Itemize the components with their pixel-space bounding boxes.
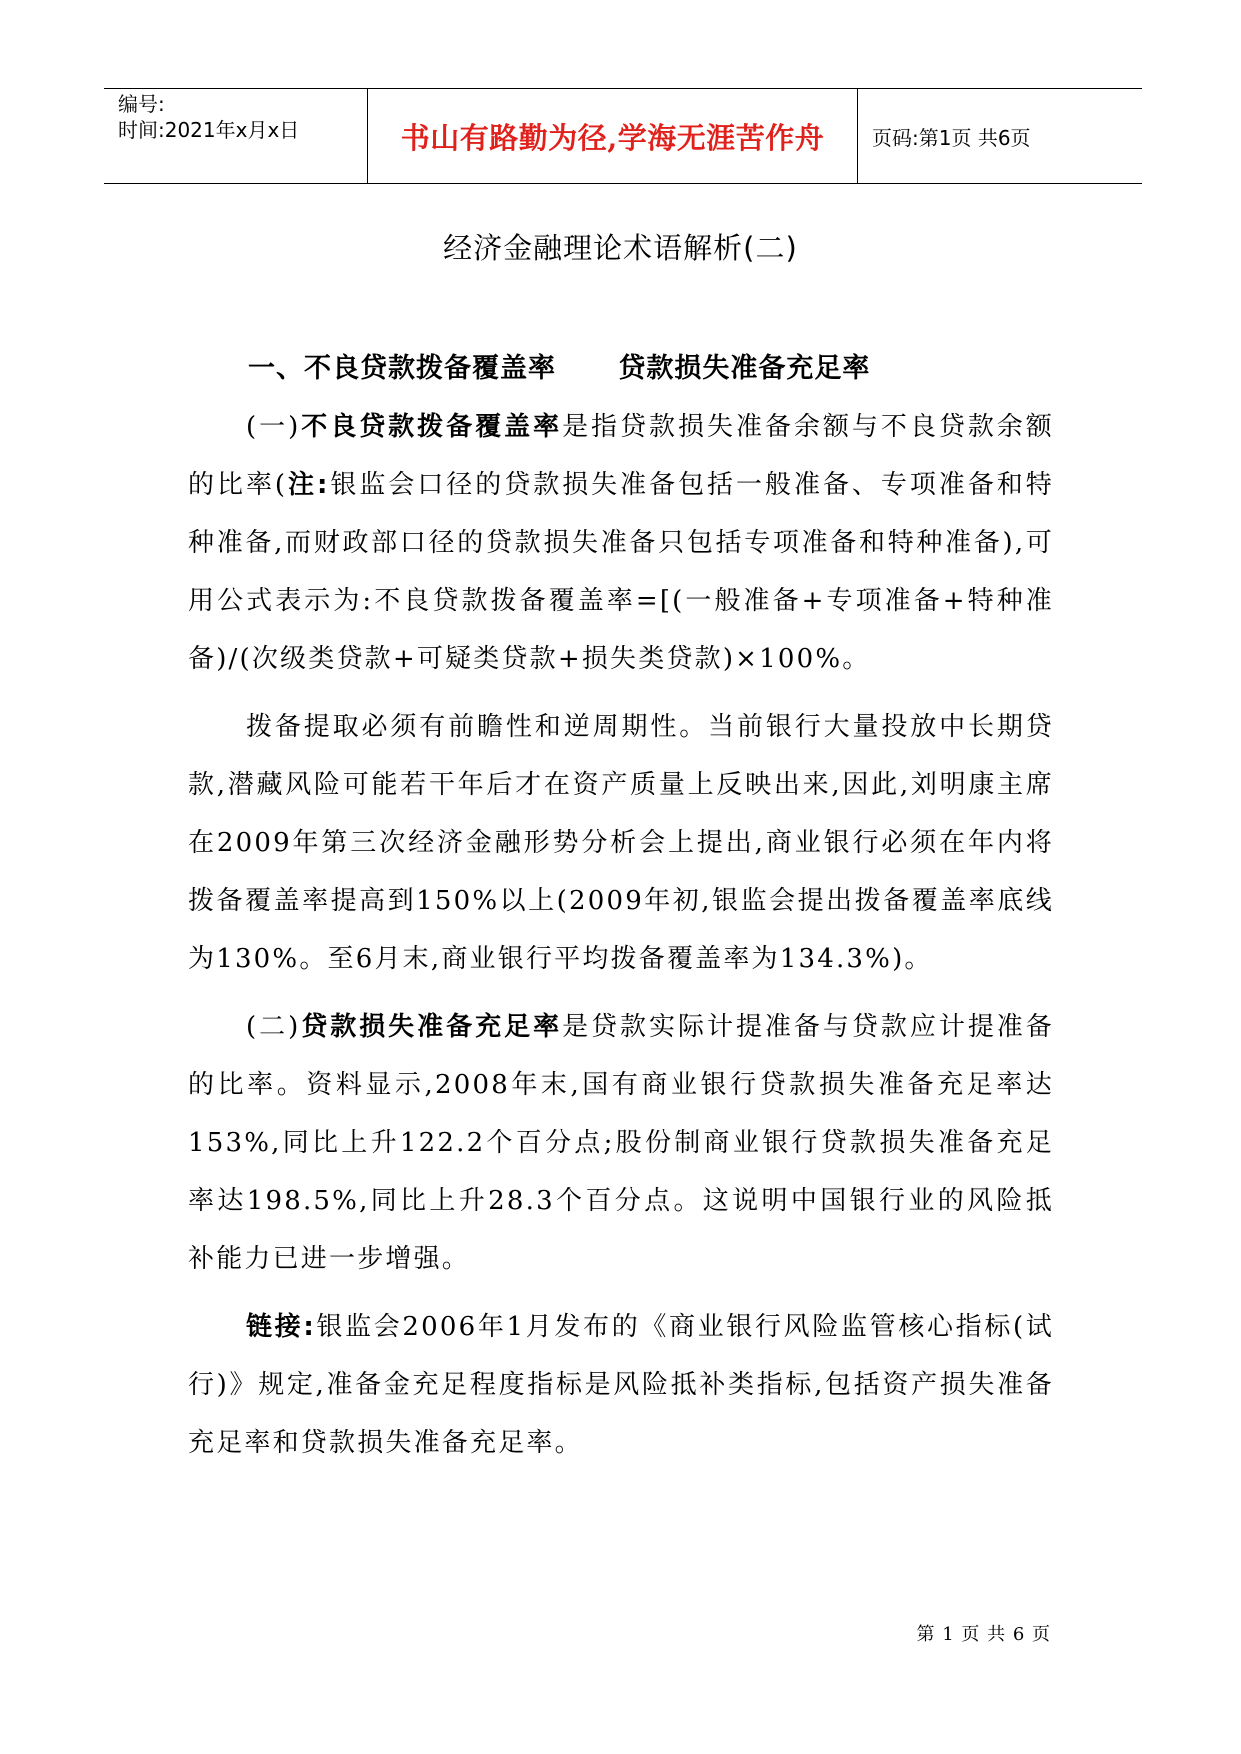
para-prefix: (一) [246,412,301,442]
header-page-info: 页码:第1页 共6页 [872,125,1031,150]
para-text: 是指贷款损失准备余额与不良贷款余额的比率( [188,412,1054,500]
term-coverage-ratio: 不良贷款拨备覆盖率 [300,412,563,442]
paragraph-definition-adequacy [188,998,1054,1288]
header-meta [104,89,368,183]
paragraph-link [188,1298,1054,1472]
para-text: 银监会2006年1月发布的《商业银行风险监管核心指标(试行)》规定,准备金充足程度指标是风险抵补类指标,包括资产损失准备充足率和贷款损失准备充足率。 [188,1312,1054,1458]
document-header [104,88,1142,184]
note-label: 注: [287,470,330,500]
term-adequacy-ratio: 贷款损失准备充足率 [300,1012,563,1042]
section-heading: 一、不良贷款拨备覆盖率 贷款损失准备充足率 [248,353,871,384]
paragraph-definition-coverage [188,398,1054,688]
page-footer: 第 1 页 共 6 页 [916,1624,1051,1645]
time-label: 时间:2021年x月x日 [118,118,300,142]
header-motto: 书山有路勤为径,学海无涯苦作舟 [368,89,858,183]
paragraph-provision-policy: 拨备提取必须有前瞻性和逆周期性。当前银行大量投放中长期贷款,潜藏风险可能若干年后才在资产质量上反映出来,因此,刘明康主席在2009年第三次经济金融形势分析会上提出,商业银行必须在年内将拨备覆盖率提高到150%以上(2009年初,银监会提出拨备覆盖率底线为130%。至6月末,商业银行平均拨备覆盖率为134.3%)。 [188,712,1054,974]
para-prefix: (二) [246,1012,301,1042]
link-label: 链接: [246,1312,316,1342]
para-text: 银监会口径的贷款损失准备包括一般准备、专项准备和特种准备,而财政部口径的贷款损失准备只包括专项准备和特种准备),可用公式表示为:不良贷款拨备覆盖率=[(一般准备+专项准备+特种准备)/(次级类贷款+可疑类贷款+损失类贷款)×100%。 [188,470,1054,674]
document-body [188,340,1054,1472]
para-text: 是贷款实际计提准备与贷款应计提准备的比率。资料显示,2008年末,国有商业银行贷款损失准备充足率达153%,同比上升122.2个百分点;股份制商业银行贷款损失准备充足率达198.5%,同比上升28.3个百分点。这说明中国银行业的风险抵补能力已进一步增强。 [188,1012,1054,1274]
document-title: 经济金融理论术语解析(二) [443,231,798,265]
number-label: 编号: [118,92,165,116]
